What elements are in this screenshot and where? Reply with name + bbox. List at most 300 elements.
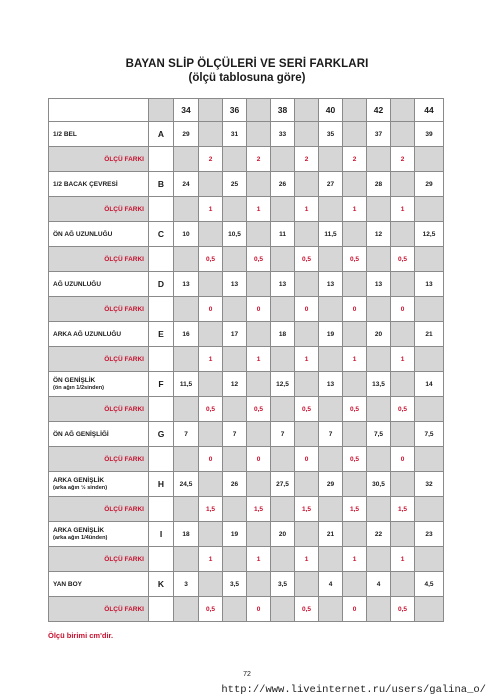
value-gap: [343, 372, 367, 397]
value-gap: [199, 172, 223, 197]
difference-gap: [367, 347, 391, 372]
measurement-value: 20: [271, 522, 295, 547]
difference-label: ÖLÇÜ FARKI: [49, 147, 149, 172]
difference-value: 0,5: [295, 597, 319, 622]
difference-gap: [223, 497, 247, 522]
value-gap: [295, 272, 319, 297]
measurement-value: 25: [223, 172, 247, 197]
measurement-value: 18: [174, 522, 199, 547]
difference-value: 0: [199, 297, 223, 322]
difference-gap: [271, 197, 295, 222]
measurement-value: 24,5: [174, 472, 199, 497]
value-gap: [391, 422, 415, 447]
measurement-value: 7: [319, 422, 343, 447]
measurement-row: [49, 422, 444, 447]
difference-row: [49, 247, 444, 272]
measurement-value: 37: [367, 122, 391, 147]
difference-code-blank: [149, 197, 174, 222]
value-gap: [391, 122, 415, 147]
difference-gap: [271, 397, 295, 422]
header-gap: [391, 99, 415, 122]
difference-gap: [367, 397, 391, 422]
difference-value: 1,5: [295, 497, 319, 522]
difference-gap: [319, 197, 343, 222]
measurement-name: ÖN GENİŞLİK: [53, 377, 96, 384]
measurement-value: 13,5: [367, 372, 391, 397]
value-gap: [343, 172, 367, 197]
difference-gap: [271, 547, 295, 572]
measurement-name: ÖN AĞ GENİŞLİĞİ: [53, 430, 109, 438]
difference-row: [49, 297, 444, 322]
difference-gap: [271, 497, 295, 522]
measurement-label: [49, 172, 149, 197]
difference-code-blank: [149, 147, 174, 172]
difference-row: [49, 197, 444, 222]
value-gap: [343, 322, 367, 347]
header-gap: [343, 99, 367, 122]
difference-value: 0,5: [295, 247, 319, 272]
measurement-value: 13: [174, 272, 199, 297]
difference-gap: [415, 147, 444, 172]
measurement-label: [49, 322, 149, 347]
size-header: 38: [271, 99, 295, 122]
difference-value: 1,5: [199, 497, 223, 522]
difference-value: 1,5: [343, 497, 367, 522]
value-gap: [391, 172, 415, 197]
difference-gap: [367, 247, 391, 272]
page-subtitle: (ölçü tablosuna göre): [188, 72, 306, 84]
measurement-label: [49, 372, 149, 397]
value-gap: [199, 472, 223, 497]
difference-row: [49, 397, 444, 422]
measurement-value: 26: [223, 472, 247, 497]
unit-note: Ölçü birimi cm'dir.: [48, 631, 114, 640]
difference-value: 1: [247, 547, 271, 572]
measurement-value: 7,5: [415, 422, 444, 447]
difference-code-blank: [149, 397, 174, 422]
value-gap: [391, 522, 415, 547]
difference-gap: [174, 597, 199, 622]
difference-value: 0,5: [343, 397, 367, 422]
difference-gap: [223, 547, 247, 572]
difference-code-blank: [149, 547, 174, 572]
measurement-value: 4: [367, 572, 391, 597]
difference-label: ÖLÇÜ FARKI: [49, 247, 149, 272]
difference-label: ÖLÇÜ FARKI: [49, 447, 149, 472]
measurement-value: 21: [319, 522, 343, 547]
measurement-value: 14: [415, 372, 444, 397]
measurement-code: E: [149, 322, 174, 347]
difference-label: ÖLÇÜ FARKI: [49, 397, 149, 422]
difference-value: 0: [295, 447, 319, 472]
difference-value: 0,5: [391, 597, 415, 622]
value-gap: [295, 522, 319, 547]
value-gap: [295, 122, 319, 147]
measurement-value: 3,5: [223, 572, 247, 597]
measurement-value: 11: [271, 222, 295, 247]
measurement-value: 13: [319, 272, 343, 297]
measurement-value: 19: [319, 322, 343, 347]
difference-gap: [174, 297, 199, 322]
measurement-value: 13: [319, 372, 343, 397]
value-gap: [391, 272, 415, 297]
difference-value: 1: [295, 347, 319, 372]
difference-row: [49, 447, 444, 472]
measurement-row: [49, 272, 444, 297]
measurement-value: 11,5: [174, 372, 199, 397]
header-gap: [247, 99, 271, 122]
value-gap: [343, 122, 367, 147]
difference-value: 1: [295, 197, 319, 222]
measurement-value: 7: [271, 422, 295, 447]
measurement-row: [49, 122, 444, 147]
measurement-value: 13: [415, 272, 444, 297]
value-gap: [247, 322, 271, 347]
difference-code-blank: [149, 597, 174, 622]
difference-label: ÖLÇÜ FARKI: [49, 547, 149, 572]
value-gap: [199, 322, 223, 347]
difference-value: 0,5: [343, 447, 367, 472]
measurement-value: 19: [223, 522, 247, 547]
measurement-value: 24: [174, 172, 199, 197]
difference-gap: [223, 447, 247, 472]
difference-value: 1: [199, 547, 223, 572]
value-gap: [247, 172, 271, 197]
difference-code-blank: [149, 347, 174, 372]
measurement-name: ARKA AĞ UZUNLUĞU: [53, 330, 122, 338]
value-gap: [247, 222, 271, 247]
difference-gap: [174, 447, 199, 472]
value-gap: [199, 422, 223, 447]
measurement-value: 39: [415, 122, 444, 147]
measurement-value: 13: [367, 272, 391, 297]
measurement-value: 10: [174, 222, 199, 247]
measurement-value: 12,5: [415, 222, 444, 247]
value-gap: [199, 122, 223, 147]
difference-gap: [367, 597, 391, 622]
difference-gap: [223, 397, 247, 422]
measurement-value: 28: [367, 172, 391, 197]
size-header: 44: [415, 99, 444, 122]
difference-gap: [415, 347, 444, 372]
difference-gap: [319, 547, 343, 572]
difference-row: [49, 347, 444, 372]
measurement-name: ARKA GENİŞLİK: [53, 477, 105, 484]
difference-gap: [174, 497, 199, 522]
measurement-value: 29: [319, 472, 343, 497]
measurement-row: [49, 222, 444, 247]
difference-gap: [415, 197, 444, 222]
value-gap: [247, 422, 271, 447]
header-blank-code: [149, 99, 174, 122]
header-gap: [199, 99, 223, 122]
measurement-label: [49, 572, 149, 597]
difference-value: 1: [343, 547, 367, 572]
difference-value: 2: [295, 147, 319, 172]
watermark-url: http://www.liveinternet.ru/users/galina_o/: [221, 684, 486, 696]
measurement-code: B: [149, 172, 174, 197]
value-gap: [247, 372, 271, 397]
difference-value: 0: [199, 447, 223, 472]
measurement-name: 1/2 BEL: [53, 130, 77, 138]
difference-gap: [319, 597, 343, 622]
difference-label: ÖLÇÜ FARKI: [49, 297, 149, 322]
value-gap: [247, 522, 271, 547]
measurement-value: 12,5: [271, 372, 295, 397]
difference-gap: [367, 447, 391, 472]
difference-row: [49, 597, 444, 622]
difference-gap: [271, 447, 295, 472]
difference-value: 2: [199, 147, 223, 172]
difference-gap: [319, 297, 343, 322]
difference-gap: [174, 197, 199, 222]
difference-gap: [415, 297, 444, 322]
measurement-label: [49, 122, 149, 147]
value-gap: [391, 572, 415, 597]
value-gap: [247, 122, 271, 147]
difference-value: 1: [247, 197, 271, 222]
value-gap: [295, 322, 319, 347]
measurement-code: A: [149, 122, 174, 147]
difference-value: 0: [391, 297, 415, 322]
value-gap: [199, 222, 223, 247]
measurement-subnote: (ön ağın 1/2sinden): [53, 385, 104, 391]
value-gap: [295, 572, 319, 597]
difference-gap: [271, 147, 295, 172]
measurement-code: F: [149, 372, 174, 397]
value-gap: [343, 272, 367, 297]
difference-value: 0: [391, 447, 415, 472]
measurement-value: 7: [174, 422, 199, 447]
difference-gap: [319, 147, 343, 172]
measurement-row: [49, 172, 444, 197]
value-gap: [199, 372, 223, 397]
measurement-value: 10,5: [223, 222, 247, 247]
difference-gap: [415, 547, 444, 572]
value-gap: [295, 372, 319, 397]
measurement-label: [49, 522, 149, 547]
difference-gap: [174, 347, 199, 372]
difference-row: [49, 147, 444, 172]
value-gap: [391, 372, 415, 397]
difference-gap: [223, 597, 247, 622]
measurement-name: AĞ UZUNLUĞU: [53, 280, 102, 288]
difference-value: 0,5: [391, 397, 415, 422]
difference-value: 1: [199, 347, 223, 372]
size-header: 34: [174, 99, 199, 122]
difference-value: 0: [343, 597, 367, 622]
difference-gap: [367, 297, 391, 322]
measurement-value: 17: [223, 322, 247, 347]
measurement-name: ÖN AĞ UZUNLUĞU: [53, 230, 113, 238]
difference-gap: [271, 297, 295, 322]
difference-gap: [319, 397, 343, 422]
measurement-name: ARKA GENİŞLİK: [53, 527, 105, 534]
measurement-value: 23: [415, 522, 444, 547]
measurement-table: [48, 98, 444, 622]
measurement-row: [49, 472, 444, 497]
size-header: 42: [367, 99, 391, 122]
difference-gap: [223, 247, 247, 272]
value-gap: [391, 472, 415, 497]
measurement-label: [49, 472, 149, 497]
value-gap: [343, 222, 367, 247]
measurement-value: 4,5: [415, 572, 444, 597]
difference-value: 0: [247, 297, 271, 322]
difference-gap: [415, 597, 444, 622]
measurement-value: 4: [319, 572, 343, 597]
difference-value: 0,5: [247, 247, 271, 272]
difference-gap: [174, 147, 199, 172]
difference-gap: [319, 247, 343, 272]
difference-value: 0,5: [199, 397, 223, 422]
measurement-value: 33: [271, 122, 295, 147]
difference-value: 1: [343, 347, 367, 372]
difference-gap: [223, 347, 247, 372]
difference-value: 2: [343, 147, 367, 172]
difference-value: 1: [391, 547, 415, 572]
difference-row: [49, 497, 444, 522]
measurement-value: 27: [319, 172, 343, 197]
difference-value: 1,5: [247, 497, 271, 522]
measurement-value: 30,5: [367, 472, 391, 497]
measurement-value: 13: [223, 272, 247, 297]
difference-label: ÖLÇÜ FARKI: [49, 197, 149, 222]
measurement-value: 11,5: [319, 222, 343, 247]
difference-gap: [223, 297, 247, 322]
difference-gap: [415, 397, 444, 422]
value-gap: [343, 422, 367, 447]
difference-gap: [271, 597, 295, 622]
value-gap: [391, 222, 415, 247]
measurement-code: K: [149, 572, 174, 597]
measurement-value: 7: [223, 422, 247, 447]
difference-gap: [367, 197, 391, 222]
difference-gap: [319, 447, 343, 472]
value-gap: [391, 322, 415, 347]
measurement-code: C: [149, 222, 174, 247]
measurement-row: [49, 522, 444, 547]
size-header: 36: [223, 99, 247, 122]
difference-label: ÖLÇÜ FARKI: [49, 347, 149, 372]
measurement-value: 3,5: [271, 572, 295, 597]
difference-row: [49, 547, 444, 572]
difference-value: 0: [343, 297, 367, 322]
value-gap: [247, 472, 271, 497]
difference-value: 0,5: [199, 247, 223, 272]
measurement-value: 29: [174, 122, 199, 147]
difference-value: 0: [295, 297, 319, 322]
page-title: BAYAN SLİP ÖLÇÜLERİ VE SERİ FARKLARI: [125, 58, 369, 70]
measurement-value: 31: [223, 122, 247, 147]
difference-value: 1: [247, 347, 271, 372]
difference-gap: [271, 347, 295, 372]
difference-label: ÖLÇÜ FARKI: [49, 497, 149, 522]
measurement-value: 35: [319, 122, 343, 147]
value-gap: [199, 522, 223, 547]
measurement-value: 26: [271, 172, 295, 197]
difference-code-blank: [149, 497, 174, 522]
measurement-value: 7,5: [367, 422, 391, 447]
difference-code-blank: [149, 447, 174, 472]
value-gap: [295, 472, 319, 497]
difference-value: 0,5: [343, 247, 367, 272]
difference-value: 1: [295, 547, 319, 572]
value-gap: [247, 572, 271, 597]
difference-gap: [415, 447, 444, 472]
measurement-name: 1/2 BACAK ÇEVRESİ: [53, 180, 118, 188]
difference-gap: [174, 547, 199, 572]
difference-value: 0: [247, 447, 271, 472]
difference-gap: [174, 397, 199, 422]
measurement-value: 21: [415, 322, 444, 347]
difference-gap: [223, 147, 247, 172]
measurement-code: I: [149, 522, 174, 547]
header-gap: [295, 99, 319, 122]
difference-code-blank: [149, 247, 174, 272]
measurement-value: 29: [415, 172, 444, 197]
value-gap: [343, 572, 367, 597]
measurement-value: 32: [415, 472, 444, 497]
measurement-name: YAN BOY: [53, 580, 83, 588]
difference-value: 0,5: [295, 397, 319, 422]
header-blank-label: [49, 99, 149, 122]
measurement-row: [49, 372, 444, 397]
difference-label: ÖLÇÜ FARKI: [49, 597, 149, 622]
difference-code-blank: [149, 297, 174, 322]
value-gap: [343, 522, 367, 547]
measurement-row: [49, 572, 444, 597]
measurement-code: H: [149, 472, 174, 497]
measurement-value: 27,5: [271, 472, 295, 497]
difference-value: 0,5: [391, 247, 415, 272]
difference-value: 0,5: [247, 397, 271, 422]
difference-gap: [415, 497, 444, 522]
measurement-value: 16: [174, 322, 199, 347]
difference-gap: [271, 247, 295, 272]
difference-gap: [367, 547, 391, 572]
difference-value: 0,5: [199, 597, 223, 622]
difference-value: 2: [247, 147, 271, 172]
difference-value: 1: [199, 197, 223, 222]
measurement-label: [49, 272, 149, 297]
measurement-label: [49, 222, 149, 247]
measurement-subnote: (arka ağın 1/4ünden): [53, 535, 108, 541]
difference-value: 1: [391, 197, 415, 222]
difference-value: 1: [391, 347, 415, 372]
measurement-value: 18: [271, 322, 295, 347]
measurement-label: [49, 422, 149, 447]
measurement-value: 12: [367, 222, 391, 247]
difference-value: 0: [247, 597, 271, 622]
measurement-value: 22: [367, 522, 391, 547]
measurement-value: 3: [174, 572, 199, 597]
size-header-row: [49, 99, 444, 122]
value-gap: [199, 572, 223, 597]
measurement-row: [49, 322, 444, 347]
difference-gap: [367, 147, 391, 172]
value-gap: [199, 272, 223, 297]
table-body: [49, 99, 444, 622]
difference-value: 2: [391, 147, 415, 172]
value-gap: [295, 222, 319, 247]
difference-gap: [319, 347, 343, 372]
difference-gap: [415, 247, 444, 272]
size-header: 40: [319, 99, 343, 122]
measurement-code: G: [149, 422, 174, 447]
measurement-value: 20: [367, 322, 391, 347]
measurement-code: D: [149, 272, 174, 297]
